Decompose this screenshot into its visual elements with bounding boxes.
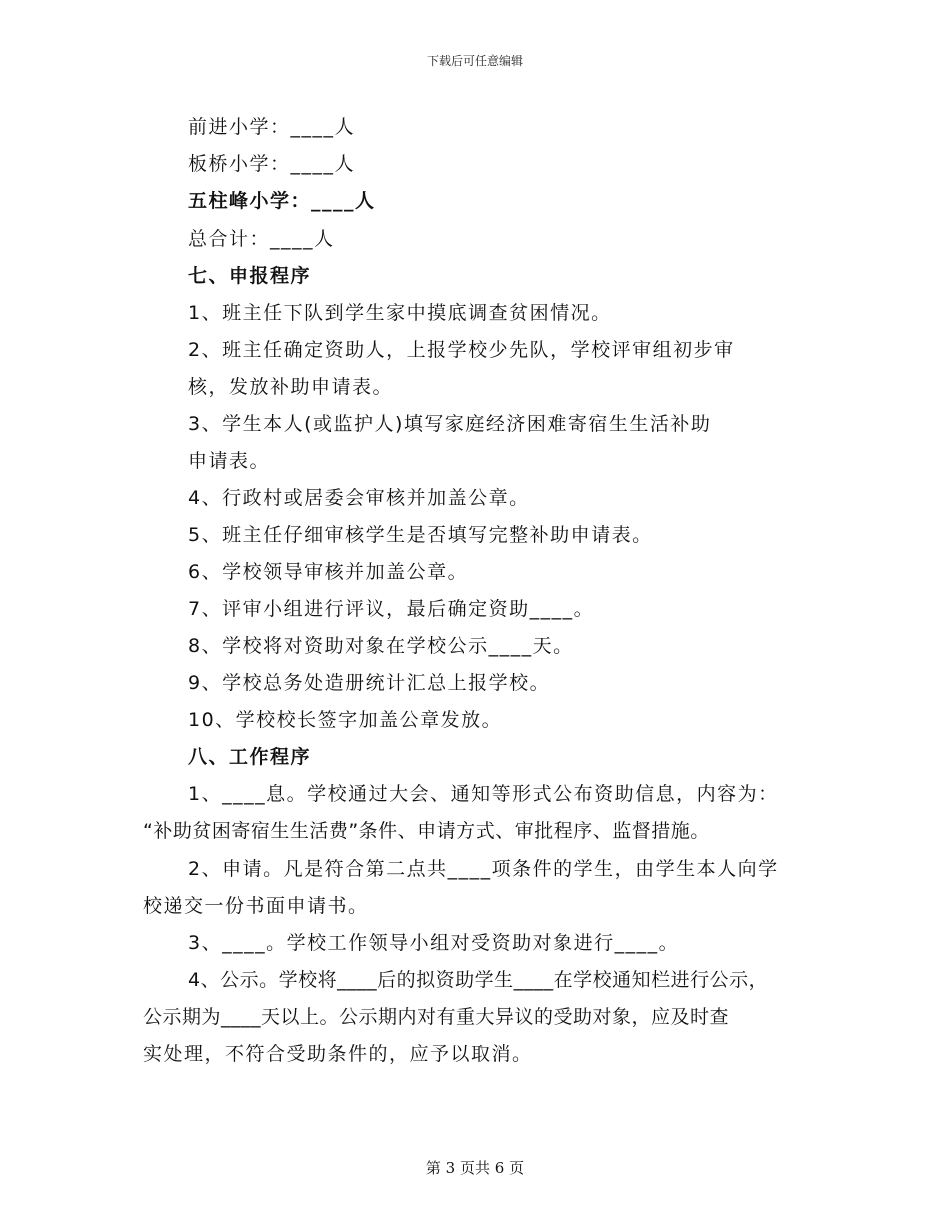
- text-line: 6、学校领导审核并加盖公章。: [188, 561, 469, 583]
- text-line: 4、行政村或居委会审核并加盖公章。: [188, 487, 530, 509]
- page-header-note: 下载后可任意编辑: [426, 54, 523, 68]
- text-line: 2、班主任确定资助人，上报学校少先队，学校评审组初步审: [188, 339, 735, 361]
- text-line: 五柱峰小学：____人: [188, 190, 376, 212]
- page-number: 第 3 页共 6 页: [425, 1159, 525, 1177]
- text-line: 10、学校校长签字加盖公章发放。: [188, 709, 503, 731]
- text-line: 3、学生本人(或监护人)填写家庭经济困难寄宿生生活补助: [188, 413, 712, 435]
- text-line: 1、班主任下队到学生家中摸底调查贫困情况。: [188, 302, 612, 324]
- text-line: “补助贫困寄宿生生活费”条件、申请方式、审批程序、监督措施。: [143, 820, 710, 842]
- text-line: 前进小学：____人: [188, 116, 356, 138]
- text-line: 公示期为____天以上。公示期内对有重大异议的受助对象，应及时查: [143, 1006, 730, 1028]
- text-line: 3、____。学校工作领导小组对受资助对象进行____。: [188, 932, 680, 954]
- text-line: 9、学校总务处造册统计汇总上报学校。: [188, 672, 551, 694]
- text-line: 总合计：____人: [188, 228, 335, 250]
- text-line: 板桥小学：____人: [188, 153, 356, 175]
- text-line: 校递交一份书面申请书。: [143, 895, 369, 917]
- text-line: 1、____息。学校通过大会、通知等形式公布资助信息，内容为：: [188, 783, 779, 805]
- text-line: 核，发放补助申请表。: [188, 376, 394, 398]
- text-line: 申请表。: [188, 450, 271, 472]
- text-line: 7、评审小组进行评议，最后确定资助____。: [188, 598, 595, 620]
- text-line: 8、学校将对资助对象在学校公示____天。: [188, 635, 574, 657]
- text-line: 5、班主任仔细审核学生是否填写完整补助申请表。: [188, 524, 653, 546]
- text-line: 4、公示。学校将____后的拟资助学生____在学校通知栏进行公示，: [188, 969, 769, 991]
- text-line: 2、申请。凡是符合第二点共____项条件的学生，由学生本人向学: [188, 858, 779, 880]
- section-heading: 七、申报程序: [188, 265, 312, 287]
- section-heading: 八、工作程序: [188, 746, 312, 768]
- text-line: 实处理，不符合受助条件的，应予以取消。: [143, 1043, 533, 1065]
